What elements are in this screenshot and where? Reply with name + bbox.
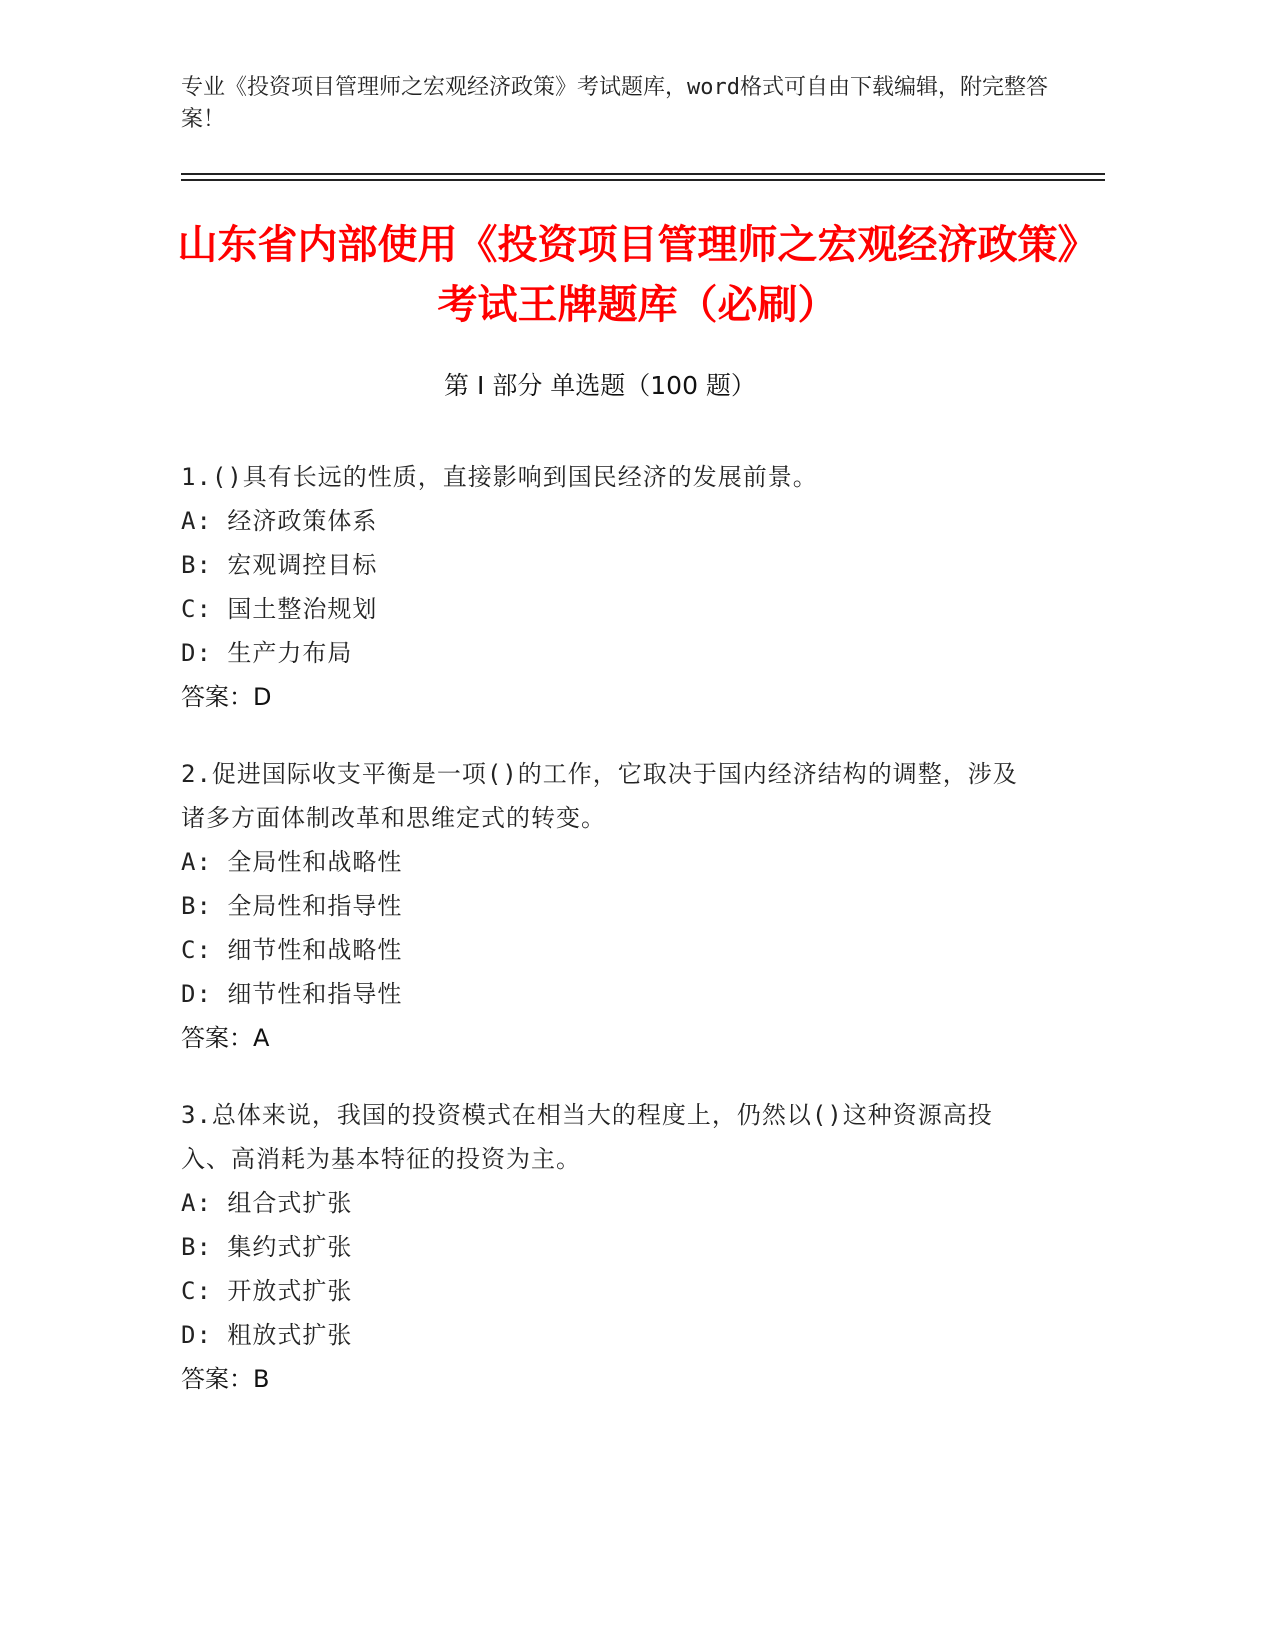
option-d: D: 生产力布局: [181, 639, 353, 667]
option-b: B: 全局性和指导性: [181, 892, 403, 920]
option-c: C: 开放式扩张: [181, 1277, 353, 1305]
option-c: C: 国土整治规划: [181, 595, 378, 623]
header-divider-top: [181, 173, 1105, 175]
header-divider-bottom: [181, 179, 1105, 181]
question-stem: 1.()具有长远的性质，直接影响到国民经济的发展前景。: [181, 463, 818, 491]
question-2: [181, 752, 1021, 1060]
document-title: 山东省内部使用《投资项目管理师之宏观经济政策》考试王牌题库（必刷）: [177, 222, 1098, 328]
option-a: A: 组合式扩张: [181, 1189, 353, 1217]
question-list: [181, 455, 1021, 1434]
answer: 答案：A: [181, 1024, 270, 1052]
option-c: C: 细节性和战略性: [181, 936, 403, 964]
question-3: [181, 1093, 1021, 1401]
question-stem: 3.总体来说，我国的投资模式在相当大的程度上，仍然以()这种资源高投入、高消耗为基本特征的投资为主。: [181, 1101, 993, 1173]
option-a: A: 经济政策体系: [181, 507, 378, 535]
option-d: D: 细节性和指导性: [181, 980, 403, 1008]
option-d: D: 粗放式扩张: [181, 1321, 353, 1349]
option-b: B: 宏观调控目标: [181, 551, 378, 579]
option-a: A: 全局性和战略性: [181, 848, 403, 876]
answer: 答案：D: [181, 683, 272, 711]
answer: 答案：B: [181, 1365, 270, 1393]
section-title: 第 I 部分 单选题（100 题）: [444, 371, 756, 400]
header-note: 专业《投资项目管理师之宏观经济政策》考试题库，word格式可自由下载编辑，附完整答案！: [181, 75, 1048, 132]
question-stem: 2.促进国际收支平衡是一项()的工作，它取决于国内经济结构的调整，涉及诸多方面体制改革和思维定式的转变。: [181, 760, 1018, 832]
option-b: B: 集约式扩张: [181, 1233, 353, 1261]
question-1: [181, 455, 1021, 719]
